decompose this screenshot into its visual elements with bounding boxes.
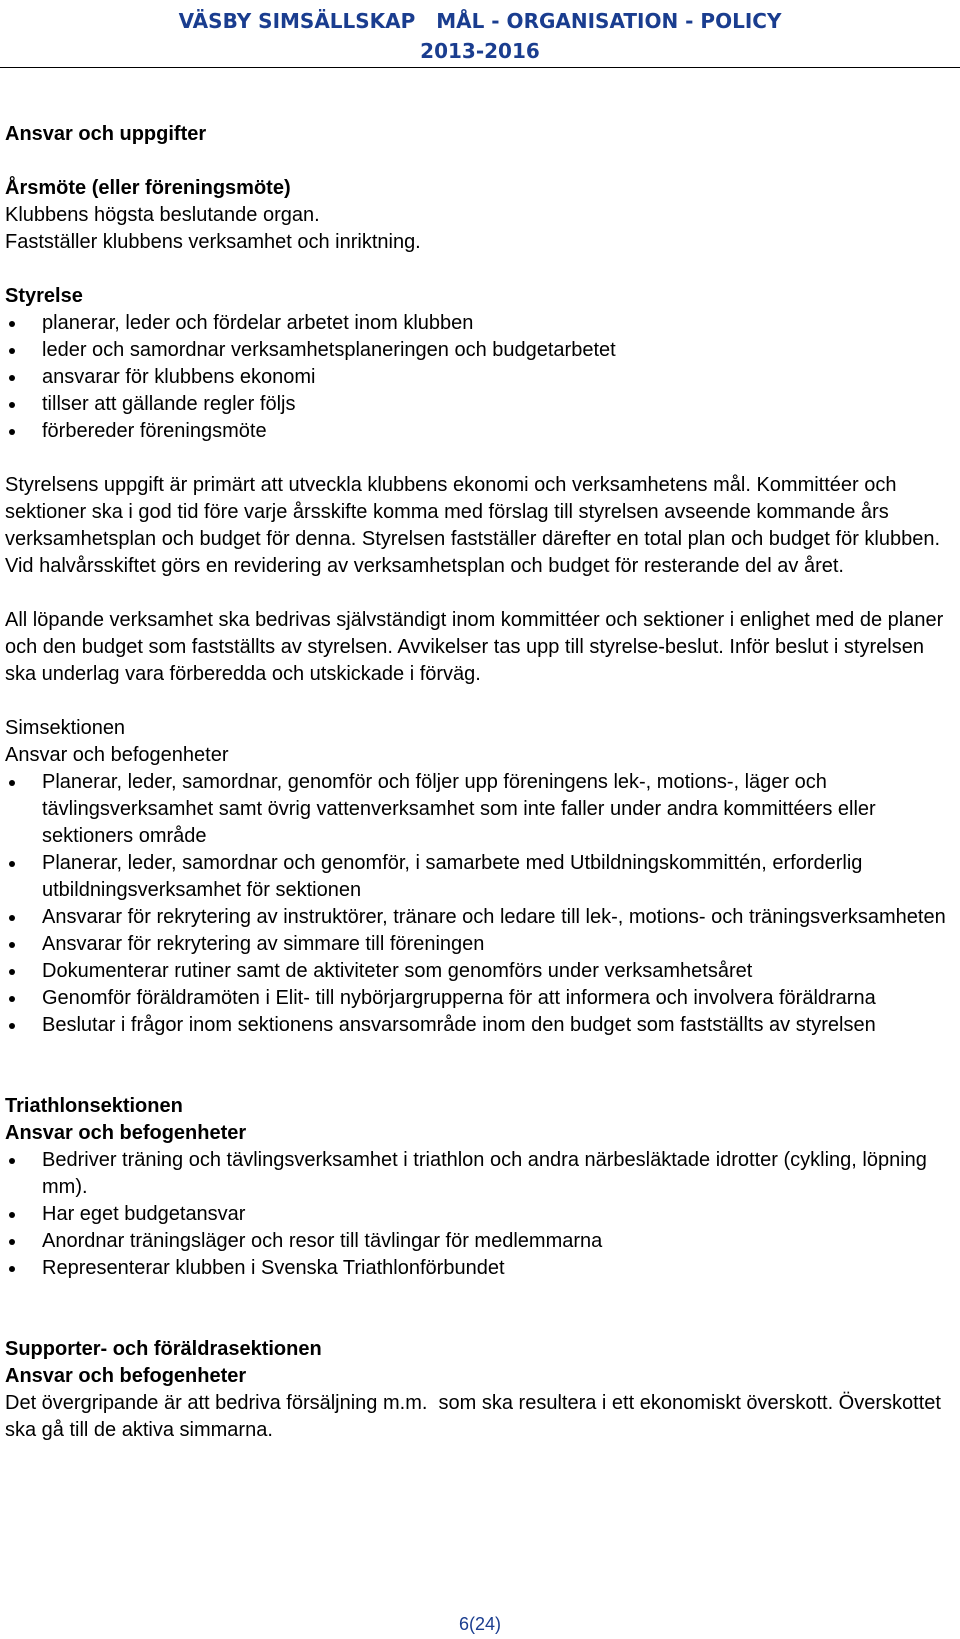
bullet-icon <box>9 969 15 975</box>
list-item <box>5 364 950 391</box>
bullet-icon <box>9 861 15 867</box>
bullet-icon <box>9 429 15 435</box>
header-divider <box>0 67 960 68</box>
styrelse-paragraph: All löpande verksamhet ska bedrivas självständigt inom kommittéer och sektioner i enlighet med de planer och den budget som fastställts av styrelsen. Avvikelser tas upp till styrelse-beslut. Inför beslut i styrelsen ska underlag vara förberedda och utskickade i förväg. <box>5 609 944 685</box>
simsektionen-bullet-list <box>5 769 950 1039</box>
list-item <box>5 337 950 364</box>
list-item <box>5 1255 950 1282</box>
bullet-icon <box>9 942 15 948</box>
list-item-text: Ansvarar för rekrytering av instruktörer, tränare och ledare till lek-, motions- och träningsverksamheten <box>42 906 946 928</box>
bullet-icon <box>9 1158 15 1164</box>
bullet-icon <box>9 1266 15 1272</box>
section-subheading: Ansvar och befogenheter <box>5 1365 247 1387</box>
list-item-text: Har eget budgetansvar <box>42 1203 246 1225</box>
section-heading-arsmote: Årsmöte (eller föreningsmöte) <box>5 177 291 199</box>
list-item-text: Ansvarar för rekrytering av simmare till föreningen <box>42 933 485 955</box>
list-item <box>5 958 950 985</box>
bullet-icon <box>9 1023 15 1029</box>
section-subheading: Ansvar och befogenheter <box>5 1122 247 1144</box>
list-item <box>5 850 950 904</box>
list-item <box>5 1147 950 1201</box>
bullet-icon <box>9 1239 15 1245</box>
section-heading-simsektionen: Simsektionen <box>5 717 126 739</box>
arsmote-line: Klubbens högsta beslutande organ. <box>5 204 320 226</box>
section-heading-supporter: Supporter- och föräldrasektionen <box>5 1338 322 1360</box>
list-item <box>5 904 950 931</box>
bullet-icon <box>9 348 15 354</box>
list-item <box>5 1228 950 1255</box>
list-item <box>5 931 950 958</box>
styrelse-bullet-list <box>5 310 950 445</box>
list-item <box>5 418 950 445</box>
list-item <box>5 1201 950 1228</box>
bullet-icon <box>9 321 15 327</box>
list-item <box>5 310 950 337</box>
section-heading-styrelse: Styrelse <box>5 285 83 307</box>
triathlon-bullet-list <box>5 1147 950 1282</box>
list-item-text: tillser att gällande regler följs <box>42 393 296 415</box>
list-item-text: Representerar klubben i Svenska Triathlonförbundet <box>42 1257 505 1279</box>
list-item-text: Beslutar i frågor inom sektionens ansvarsområde inom den budget som fastställts av styrelsen <box>42 1014 876 1036</box>
page-number: 6(24) <box>458 1614 502 1634</box>
arsmote-line: Fastställer klubbens verksamhet och inriktning. <box>5 231 421 253</box>
bullet-icon <box>9 402 15 408</box>
bullet-icon <box>9 996 15 1002</box>
document-body <box>5 121 950 1444</box>
list-item <box>5 1012 950 1039</box>
list-item-text: leder och samordnar verksamhetsplaneringen och budgetarbetet <box>42 339 616 361</box>
list-item-text: Planerar, leder, samordnar och genomför, i samarbete med Utbildningskommittén, erforderlig utbildningsverksamhet för sektionen <box>42 852 863 901</box>
list-item <box>5 985 950 1012</box>
bullet-icon <box>9 1212 15 1218</box>
bullet-icon <box>9 780 15 786</box>
section-heading-triathlon: Triathlonsektionen <box>5 1095 183 1117</box>
section-heading-ansvar: Ansvar och uppgifter <box>5 123 207 145</box>
bullet-icon <box>9 375 15 381</box>
list-item-text: Genomför föräldramöten i Elit- till nybörjargrupperna för att informera och involvera föräldrarna <box>42 987 876 1009</box>
list-item-text: Dokumenterar rutiner samt de aktiviteter som genomförs under verksamhetsåret <box>42 960 753 982</box>
document-header <box>0 6 960 70</box>
list-item-text: planerar, leder och fördelar arbetet inom klubben <box>42 312 474 334</box>
list-item-text: ansvarar för klubbens ekonomi <box>42 366 316 388</box>
supporter-paragraph: Det övergripande är att bedriva försäljning m.m. som ska resultera i ett ekonomiskt överskott. Överskottet ska gå till de aktiva simmarna. <box>5 1392 947 1441</box>
styrelse-paragraph: Styrelsens uppgift är primärt att utveckla klubbens ekonomi och verksamhetens mål. Kommittéer och sektioner ska i god tid före varje årsskifte komma med förslag till styrelsen avseende kommande års verksamhetsplan och budget för denna. Styrelsen fastställer därefter en total plan och budget för klubben. <box>5 474 941 550</box>
list-item <box>5 769 950 850</box>
list-item-text: Anordnar träningsläger och resor till tävlingar för medlemmarna <box>42 1230 603 1252</box>
styrelse-paragraph: Vid halvårsskiftet görs en revidering av verksamhetsplan och budget för resterande del av året. <box>5 555 844 577</box>
header-years: 2013-2016 <box>420 39 540 63</box>
header-title: VÄSBY SIMSÄLLSKAP MÅL - ORGANISATION - POLICY <box>178 9 782 33</box>
list-item-text: förbereder föreningsmöte <box>42 420 267 442</box>
list-item-text: Bedriver träning och tävlingsverksamhet i triathlon och andra närbesläktade idrotter (cykling, löpning mm). <box>42 1149 927 1198</box>
bullet-icon <box>9 915 15 921</box>
list-item-text: Planerar, leder, samordnar, genomför och följer upp föreningens lek-, motions-, läger och tävlingsverksamhet samt övrig vattenverksamhet som inte faller under andra kommittéers eller sektioners område <box>42 771 876 847</box>
list-item <box>5 391 950 418</box>
section-subheading: Ansvar och befogenheter <box>5 744 229 766</box>
